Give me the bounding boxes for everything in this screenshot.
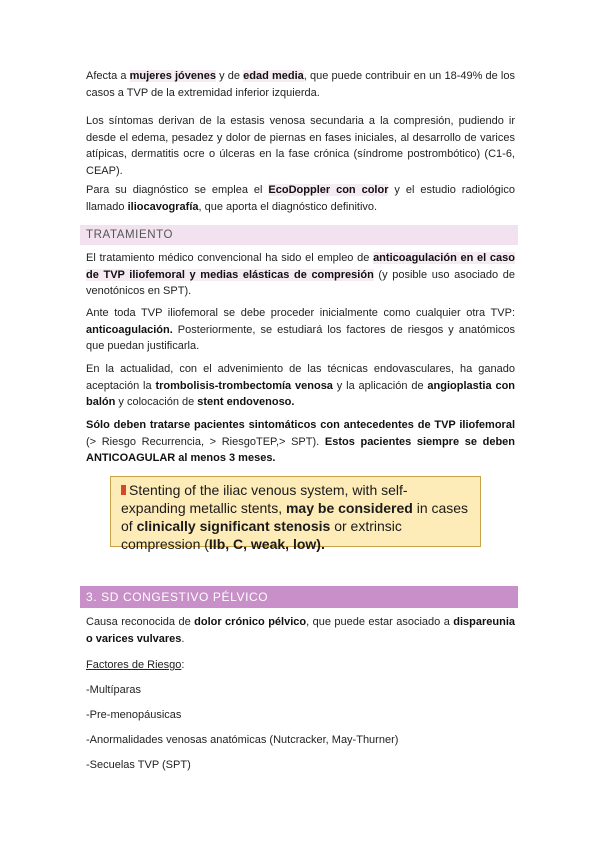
factores-title: Factores de Riesgo: — [86, 659, 185, 671]
sd-congestivo-paragraph: Causa reconocida de dolor crónico pélvico, que puede estar asociado a dispareunia o varices vulvares. — [86, 616, 515, 645]
tratamiento-paragraph-1: El tratamiento médico convencional ha sido el empleo de anticoagulación en el caso de TVP iliofemoral y medias elásticas de compresión (y posible uso asociado de venotónicos en SPT). — [86, 252, 515, 297]
intro-paragraph-1: Afecta a mujeres jóvenes y de edad media, que puede contribuir en un 18-49% de los casos a TVP de la extremidad inferior izquierda. — [86, 70, 515, 99]
section-heading-tratamiento: TRATAMIENTO — [80, 225, 518, 245]
list-item: -Pre-menopáusicas — [86, 709, 182, 721]
intro-paragraph-3: Para su diagnóstico se emplea el EcoDoppler con color y el estudio radiológico llamado iliocavografía, que aporta el diagnóstico definitivo. — [86, 184, 515, 213]
section-heading-sd-congestivo: 3. SD CONGESTIVO PÉLVICO — [80, 586, 518, 608]
list-item: -Anormalidades venosas anatómicas (Nutcracker, May-Thurner) — [86, 734, 399, 746]
red-marker-icon — [121, 485, 126, 495]
tratamiento-paragraph-2: Ante toda TVP iliofemoral se debe proceder inicialmente como cualquier otra TVP: anticoagulación. Posteriormente, se estudiará los factores de riesgos y anatómicos que puedan justificarla. — [86, 307, 515, 352]
guideline-recommendation-box: Stenting of the iliac venous system, with self-expanding metallic stents, may be considered in cases of clinically significant stenosis or extrinsic compression (IIb, C, weak, low). — [110, 476, 481, 547]
list-item: -Secuelas TVP (SPT) — [86, 759, 191, 771]
intro-paragraph-2: Los síntomas derivan de la estasis venosa secundaria a la compresión, pudiendo ir desde el edema, pesadez y dolor de piernas en fases iniciales, al desarrollo de varices atípicas, dermatitis ocre o úlceras en la fase crónica (síndrome postrombótico) (C1-6, CEAP). — [86, 115, 515, 177]
tratamiento-paragraph-3: En la actualidad, con el advenimiento de las técnicas endovasculares, ha ganado aceptación la trombolisis-trombectomía venosa y la aplicación de angioplastia con balón y colocación de stent endovenoso. — [86, 363, 516, 408]
tratamiento-paragraph-4: Sólo deben tratarse pacientes sintomáticos con antecedentes de TVP iliofemoral (> Riesgo Recurrencia, > RiesgoTEP,> SPT). Estos pacientes siempre se deben ANTICOAGULAR al menos 3 meses. — [86, 419, 515, 464]
list-item: -Multíparas — [86, 684, 142, 696]
